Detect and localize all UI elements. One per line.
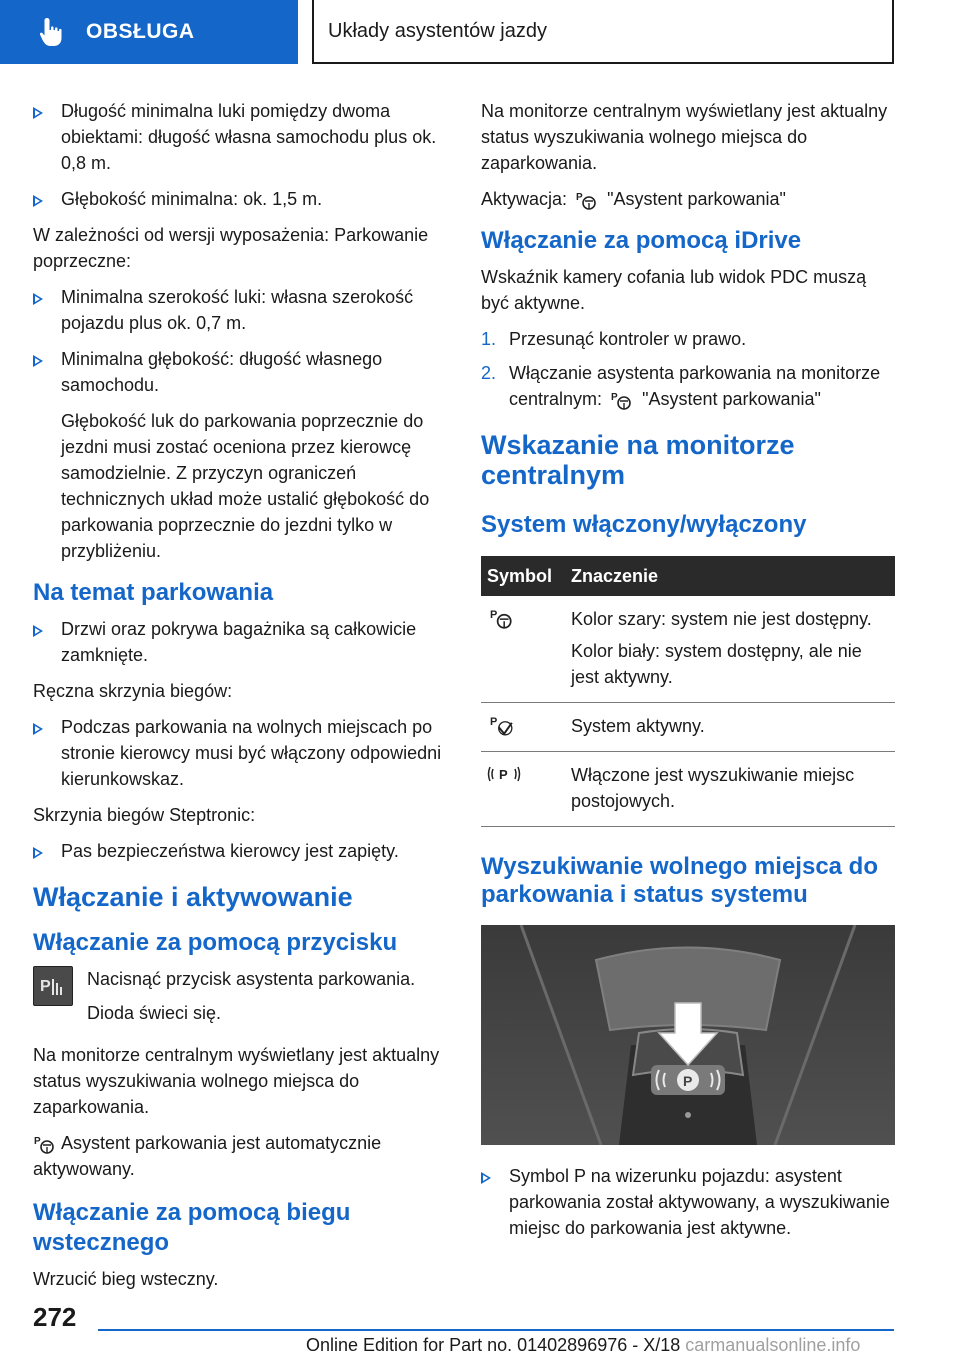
doors-list	[33, 616, 447, 668]
heading-activation: Włączanie i aktywowanie	[33, 882, 353, 912]
section-tab	[0, 0, 298, 64]
triangle-bullet-icon	[33, 293, 43, 305]
right-column	[481, 98, 895, 1251]
button-text-press: Nacisnąć przycisk asystenta parkowania.	[87, 969, 416, 989]
heading-reverse: Włączanie za pomocą biegu wstecznego	[33, 1199, 351, 1256]
svg-text:P: P	[40, 978, 51, 995]
svg-text:P: P	[34, 1136, 41, 1148]
steptronic-list	[33, 838, 447, 864]
triangle-bullet-icon	[481, 1172, 491, 1184]
car-display-image	[481, 925, 895, 1145]
parking-assist-icon	[607, 389, 637, 411]
gap-size-list	[33, 98, 447, 212]
table-row	[481, 703, 895, 752]
footer-divider	[98, 1329, 894, 1331]
list-item: Pas bezpieczeństwa kierowcy jest zapięty.	[33, 838, 447, 864]
perpendicular-list	[33, 284, 447, 398]
table-cell-meaning: Kolor szary: system nie jest dostępny. Kolor biały: system dostępny, ale nie jest aktywny.	[565, 596, 895, 703]
heading-idrive: Włączanie za pomocą iDrive	[481, 227, 802, 254]
auto-activation-text: P Asystent parkowania jest automatycznie aktywowany.	[33, 1133, 382, 1179]
list-item: Minimalna głębokość: długość własnego samochodu.	[33, 346, 447, 398]
parking-assist-icon	[487, 606, 517, 630]
triangle-bullet-icon	[33, 625, 43, 637]
heading-display: Wskazanie na monitorze centralnym	[481, 430, 795, 490]
section-label: OBSŁUGA	[86, 20, 195, 43]
table-header-row	[481, 556, 895, 596]
list-item: Podczas parkowania na wolnych miejscach po stronie kierowcy musi być włączony odpowiedni kierunkowskaz.	[33, 714, 447, 792]
heading-parking: Na temat parkowania	[33, 579, 274, 606]
parking-search-icon	[487, 762, 521, 786]
table-cell-meaning: Włączone jest wyszukiwanie miejsc postojowych.	[565, 752, 895, 827]
table-header-meaning: Znaczenie	[565, 556, 895, 596]
table-cell-meaning: System aktywny.	[565, 703, 895, 752]
chapter-title: Układy asystentów jazdy	[312, 0, 894, 64]
park-assist-button-icon	[33, 966, 73, 1006]
hand-pointer-icon	[38, 16, 66, 48]
list-item: 1. Przesunąć kontroler w prawo.	[481, 329, 747, 349]
button-instruction	[33, 966, 447, 1034]
watermark-site: carmanualsonline.info	[685, 1335, 861, 1355]
triangle-bullet-icon	[33, 355, 43, 367]
triangle-bullet-icon	[33, 847, 43, 859]
heading-system: System włączony/wyłączony	[481, 511, 807, 538]
manual-list	[33, 714, 447, 792]
table-row	[481, 752, 895, 827]
parking-assist-active-icon	[487, 713, 517, 737]
parking-assist-icon	[33, 1133, 57, 1155]
table-cell-symbol	[481, 752, 565, 827]
idrive-steps	[481, 326, 895, 412]
activation-line: Aktywacja: P "Asystent parkowania"	[481, 186, 895, 212]
triangle-bullet-icon	[33, 195, 43, 207]
symbol-table	[481, 556, 895, 827]
triangle-bullet-icon	[33, 107, 43, 119]
monitor-status-text: Na monitorze centralnym wyświetlany jest aktualny status wyszukiwania wolnego miejsca do zaparkowania.	[481, 101, 888, 173]
perpendicular-intro: W zależności od wersji wyposażenia: Parkowanie poprzeczne:	[33, 225, 429, 271]
table-cell-symbol	[481, 703, 565, 752]
symbol-p-list	[481, 1163, 895, 1241]
reverse-text: Wrzucić bieg wsteczny.	[33, 1269, 219, 1289]
table-header-symbol: Symbol	[481, 556, 565, 596]
perpendicular-note: Głębokość luk do parkowania poprzecznie do jezdni musi zostać oceniona przez kierowcę samodzielnie. Z przyczyn ograniczeń technicznych układ może ustalić głębokość do parkowania poprzecznie do jezdni tylko w przybliżeniu.	[61, 411, 430, 561]
table-cell-symbol	[481, 596, 565, 703]
parking-assist-icon	[572, 189, 602, 211]
idrive-text: Wskaźnik kamery cofania lub widok PDC muszą być aktywne.	[481, 267, 867, 313]
svg-text:P: P	[490, 716, 498, 728]
list-item: Symbol P na wizerunku pojazdu: asystent parkowania został aktywowany, a wyszukiwanie miejsc do parkowania jest aktywne.	[481, 1163, 895, 1241]
left-column	[33, 98, 447, 1302]
svg-text:P: P	[576, 192, 583, 204]
heading-search-status: Wyszukiwanie wolnego miejsca do parkowania i status systemu	[481, 853, 878, 908]
list-item: 2. Włączanie asystenta parkowania na monitorze centralnym: P "Asystent parkowania"	[481, 360, 895, 412]
list-item: Głębokość minimalna: ok. 1,5 m.	[33, 186, 447, 212]
list-item: Długość minimalna luki pomiędzy dwoma obiektami: długość własna samochodu plus ok. 0,8 m.	[33, 98, 447, 176]
svg-text:P: P	[499, 767, 508, 782]
footer-edition: Online Edition for Part no. 01402896976 - X/18 carmanualsonline.info	[306, 1335, 861, 1355]
svg-text:P: P	[490, 609, 498, 621]
list-item: Minimalna szerokość luki: własna szerokość pojazdu plus ok. 0,7 m.	[33, 284, 447, 336]
page-number: 272	[33, 1302, 77, 1332]
triangle-bullet-icon	[33, 723, 43, 735]
button-text-led: Dioda świeci się.	[87, 1003, 222, 1023]
monitor-status-text: Na monitorze centralnym wyświetlany jest aktualny status wyszukiwania wolnego miejsca do zaparkowania.	[33, 1045, 440, 1117]
heading-button: Włączanie za pomocą przycisku	[33, 929, 398, 956]
table-row	[481, 596, 895, 703]
svg-text:P: P	[683, 1073, 693, 1089]
steptronic-label: Skrzynia biegów Steptronic:	[33, 805, 256, 825]
list-item: Drzwi oraz pokrywa bagażnika są całkowicie zamknięte.	[33, 616, 447, 668]
svg-text:P: P	[611, 392, 618, 404]
manual-gearbox-label: Ręczna skrzynia biegów:	[33, 681, 233, 701]
